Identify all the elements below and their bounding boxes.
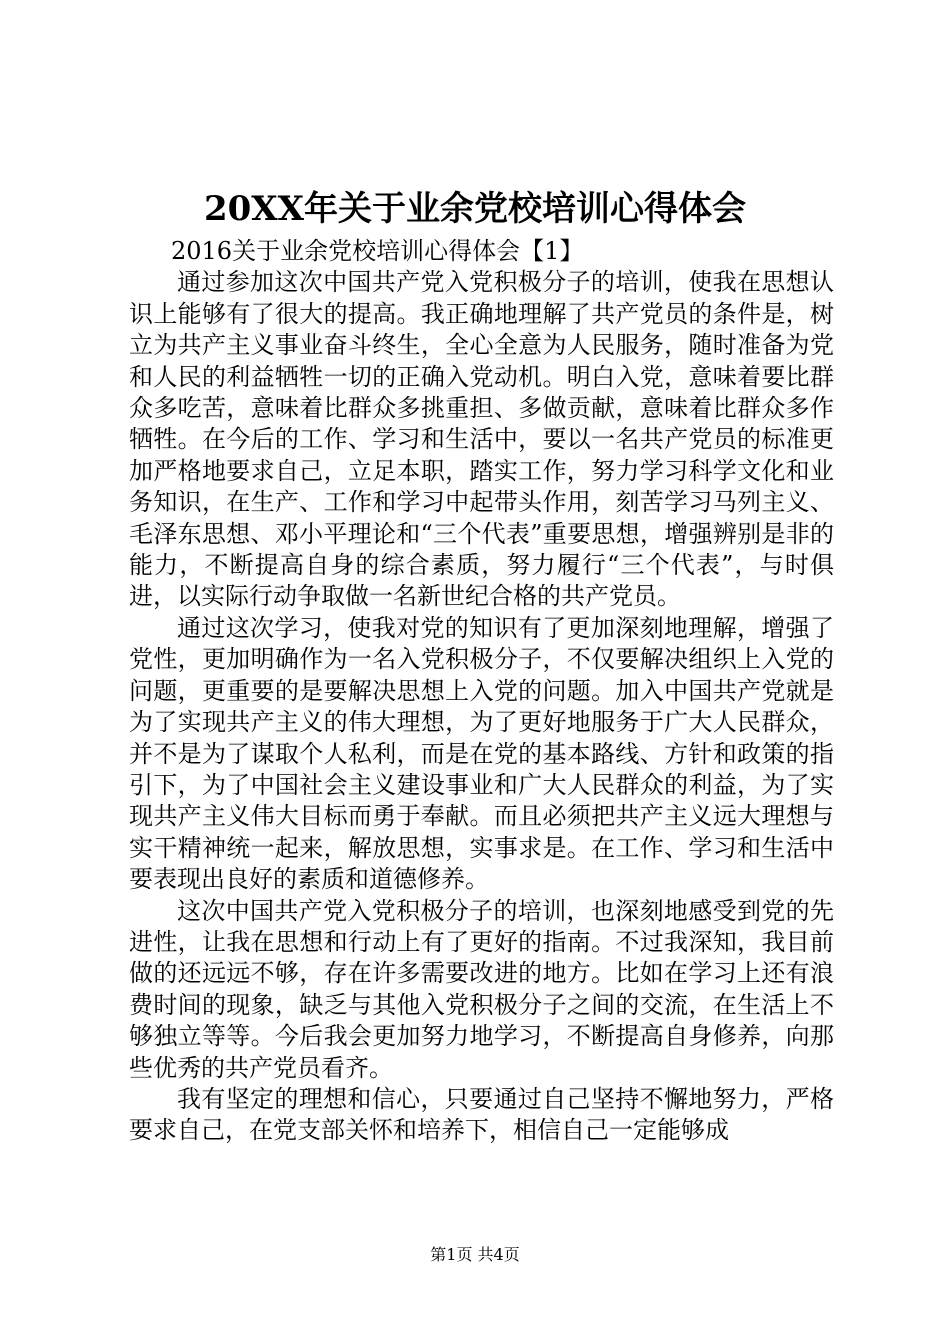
- body-paragraph: 这次中国共产党入党积极分子的培训，也深刻地感受到党的先进性，让我在思想和行动上有了更好的指南。不过我深知，我目前做的还远远不够，存在许多需要改进的地方。比如在学习上还有浪费时间的现象，缺乏与其他入党积极分子之间的交流，在生活上不够独立等等。今后我会更加努力地学习，不断提高自身修养，向那些优秀的共产党员看齐。: [129, 896, 834, 1082]
- page-number-footer: 第1页 共4页: [430, 1245, 520, 1264]
- body-paragraph: 通过参加这次中国共产党入党积极分子的培训，使我在思想认识上能够有了很大的提高。我正确地理解了共产党员的条件是，树立为共产主义事业奋斗终生，全心全意为人民服务，随时准备为党和人民的利益牺牲一切的正确入党动机。明白入党，意味着要比群众多吃苦，意味着比群众多挑重担、多做贡献，意味着比群众多作牺牲。在今后的工作、学习和生活中，要以一名共产党员的标准更加严格地要求自己，立足本职，踏实工作，努力学习科学文化和业务知识，在生产、工作和学习中起带头作用，刻苦学习马列主义、毛泽东思想、邓小平理论和“三个代表”重要思想，增强辨别是非的能力，不断提高自身的综合素质，努力履行“三个代表”，与时俱进，以实际行动争取做一名新世纪合格的共产党员。: [129, 268, 834, 611]
- section-subheading: 2016关于业余党校培训心得体会【1】: [171, 237, 584, 265]
- document-title: 20XX年关于业余党校培训心得体会: [203, 189, 747, 229]
- body-paragraph: 我有坚定的理想和信心，只要通过自己坚持不懈地努力，严格要求自己，在党支部关怀和培养下，相信自己一定能够成: [129, 1084, 834, 1145]
- body-paragraph: 通过这次学习，使我对党的知识有了更加深刻地理解，增强了党性，更加明确作为一名入党积极分子，不仅要解决组织上入党的问题，更重要的是要解决思想上入党的问题。加入中国共产党就是为了实现共产主义的伟大理想，为了更好地服务于广大人民群众，并不是为了谋取个人私利，而是在党的基本路线、方针和政策的指引下，为了中国社会主义建设事业和广大人民群众的利益，为了实现共产主义伟大目标而勇于奉献。而且必须把共产主义远大理想与实干精神统一起来，解放思想，实事求是。在工作、学习和生活中要表现出良好的素质和道德修养。: [129, 613, 834, 894]
- document-body: [129, 236, 834, 1147]
